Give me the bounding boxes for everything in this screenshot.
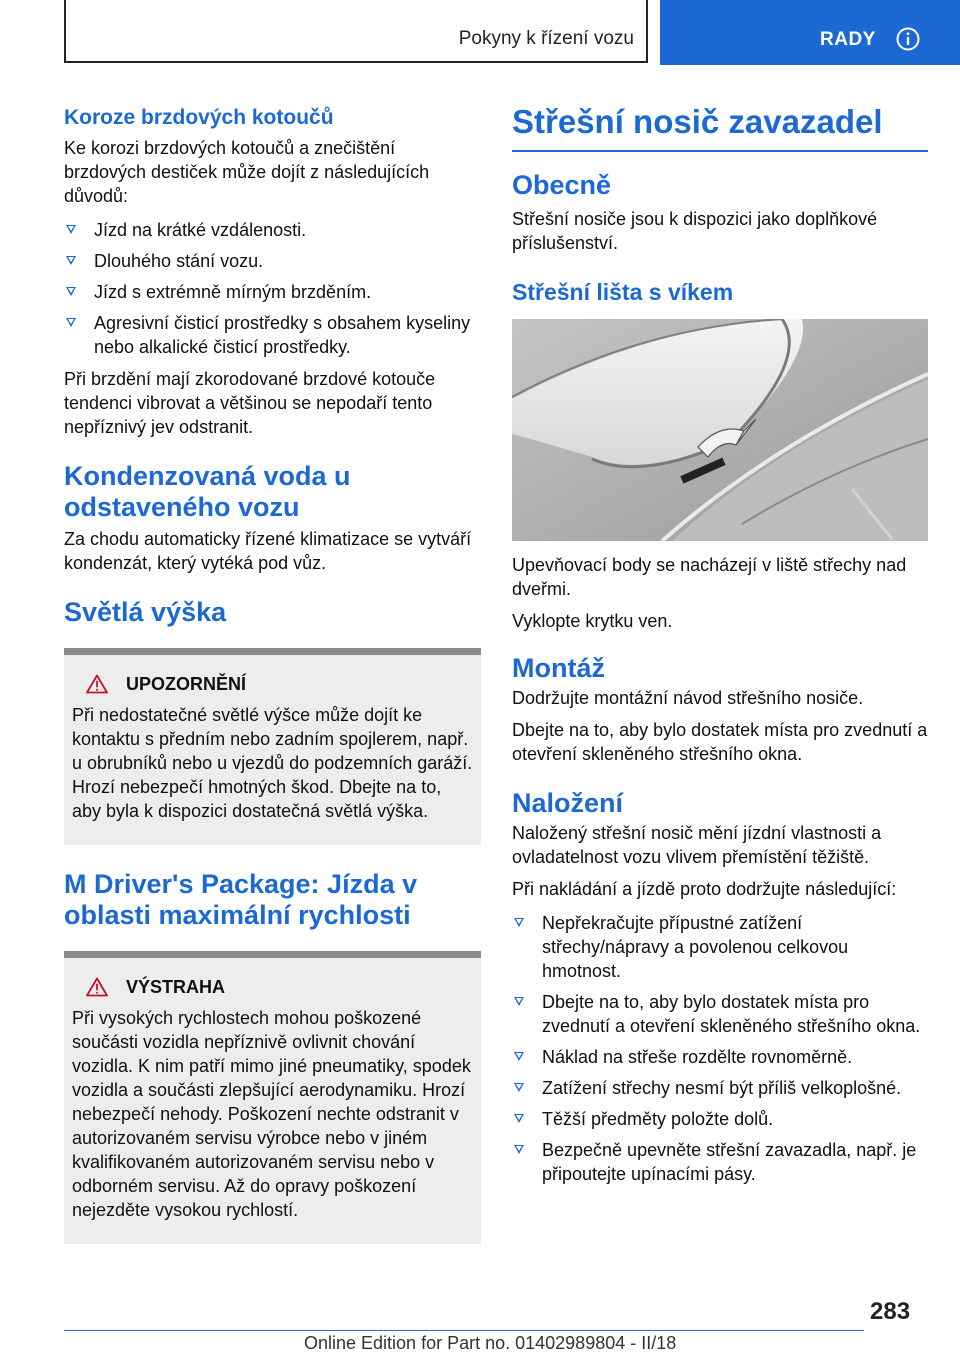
brake-corrosion-text-2: Při brzdění mají zkorodované brzdové kotouče tendenci vibrovat a většinou se nepodaří tento nepříznivý jev odstranit.	[64, 369, 436, 437]
page-number: 283	[870, 1298, 911, 1325]
info-circle-icon	[896, 27, 920, 51]
condensation-text: Za chodu automaticky řízené klimatizace se vytváří kondenzát, který vytéká pod vůz.	[64, 529, 472, 573]
list-item: Náklad na střeše rozdělte rovnoměrně.	[512, 1045, 928, 1069]
list-item: Zatížení střechy nesmí být příliš velkoplošné.	[512, 1076, 928, 1100]
header-tab-label: RADY	[820, 29, 876, 50]
triangle-bullet-icon	[514, 1052, 524, 1061]
notice-title: VÝSTRAHA	[126, 977, 226, 997]
section-title-general: Obecně	[512, 170, 612, 200]
loading-text-2: Při nakládání a jízdě proto dodržujte následující:	[512, 879, 897, 899]
section-title-brake-corrosion: Koroze brzdových kotoučů	[64, 106, 334, 129]
list-item: Nepřekračujte přípustné zatížení střechy/nápravy a povolenou celkovou hmotnost.	[512, 911, 928, 983]
triangle-bullet-icon	[66, 287, 76, 296]
section-title-condensation: Kondenzovaná voda u odstaveného vozu	[64, 461, 351, 522]
warning-triangle-icon	[86, 674, 108, 694]
list-item: Bezpečně upevněte střešní zavazadla, např. je připoutejte upínacími pásy.	[512, 1138, 928, 1186]
header-section-title: Pokyny k řízení vozu	[458, 28, 634, 49]
footer-edition: Online Edition for Part no. 01402989804 - II/18	[304, 1333, 677, 1353]
triangle-bullet-icon	[514, 1114, 524, 1123]
roof-rail-text: Vyklopte krytku ven.	[512, 611, 673, 631]
header-section-box	[64, 0, 648, 63]
triangle-bullet-icon	[514, 997, 524, 1006]
mounting-text: Dodržujte montážní návod střešního nosiče.	[512, 688, 864, 708]
footer-divider	[64, 1330, 864, 1331]
notice-title: UPOZORNĚNÍ	[126, 674, 247, 694]
brake-corrosion-text: Ke korozi brzdových kotoučů a znečištění brzdových destiček může dojít z následujících důvodů:	[64, 138, 430, 206]
left-column	[64, 100, 481, 1244]
chapter-title-roof-rack: Střešní nosič zavazadel	[512, 100, 928, 152]
list-item: Těžší předměty položte dolů.	[512, 1107, 928, 1131]
header-tab[interactable]	[660, 0, 960, 65]
roof-rail-caption: Upevňovací body se nacházejí v liště střechy nad dveřmi.	[512, 555, 907, 599]
notice-text: Při nedostatečné světlé výšce může dojít ke kontaktu s předním nebo zadním spojlerem, např. u obrubníků nebo u vjezdů do podzemních garáží. Hrozí nebezpečí hmotných škod. Dbejte na to, aby byla k dispozici dostatečná světlá výška.	[72, 705, 473, 821]
list-item: Dlouhého stání vozu.	[64, 249, 481, 273]
section-title-max-speed: M Driver's Package: Jízda v oblasti maximální rychlosti	[64, 869, 418, 930]
list-item: Jízd na krátké vzdálenosti.	[64, 218, 481, 242]
section-title-ground-clearance: Světlá výška	[64, 597, 227, 627]
section-title-roof-rail: Střešní lišta s víkem	[512, 279, 734, 305]
section-title-mounting: Montáž	[512, 653, 605, 683]
loading-list	[512, 911, 928, 1186]
section-title-loading: Naložení	[512, 788, 624, 818]
loading-text: Naložený střešní nosič mění jízdní vlastnosti a ovladatelnost vozu vlivem přemístění těžiště.	[512, 823, 882, 867]
triangle-bullet-icon	[66, 256, 76, 265]
general-text: Střešní nosiče jsou k dispozici jako doplňkové příslušenství.	[512, 209, 878, 253]
triangle-bullet-icon	[66, 225, 76, 234]
right-column	[512, 100, 928, 1186]
roof-rail-photo	[512, 319, 928, 541]
brake-corrosion-list	[64, 218, 481, 359]
list-item: Agresivní čisticí prostředky s obsahem kyseliny nebo alkalické čisticí prostředky.	[64, 311, 481, 359]
triangle-bullet-icon	[514, 1083, 524, 1092]
triangle-bullet-icon	[66, 318, 76, 327]
notice-box-caution	[64, 648, 481, 845]
triangle-bullet-icon	[514, 918, 524, 927]
notice-box-warning	[64, 951, 481, 1244]
triangle-bullet-icon	[514, 1145, 524, 1154]
notice-text: Při vysokých rychlostech mohou poškozené součásti vozidla nepříznivě ovlivnit chování vozidla. K nim patří mimo jiné pneumatiky, spodek vozidla a součásti zlepšující aerodynamiku. Hrozí nebezpečí nehody. Poškození nechte odstranit v autorizovaném servisu výrobce nebo v jiném kvalifikovaném autorizovaném servisu nebo v odborném servisu. Až do opravy poškození nejezděte vysokou rychlostí.	[72, 1008, 471, 1220]
list-item: Dbejte na to, aby bylo dostatek místa pro zvednutí a otevření skleněného střešního okna.	[512, 990, 928, 1038]
warning-triangle-icon	[86, 977, 108, 997]
mounting-text-2: Dbejte na to, aby bylo dostatek místa pro zvednutí a otevření skleněného střešního okna.	[512, 720, 928, 764]
list-item: Jízd s extrémně mírným brzděním.	[64, 280, 481, 304]
